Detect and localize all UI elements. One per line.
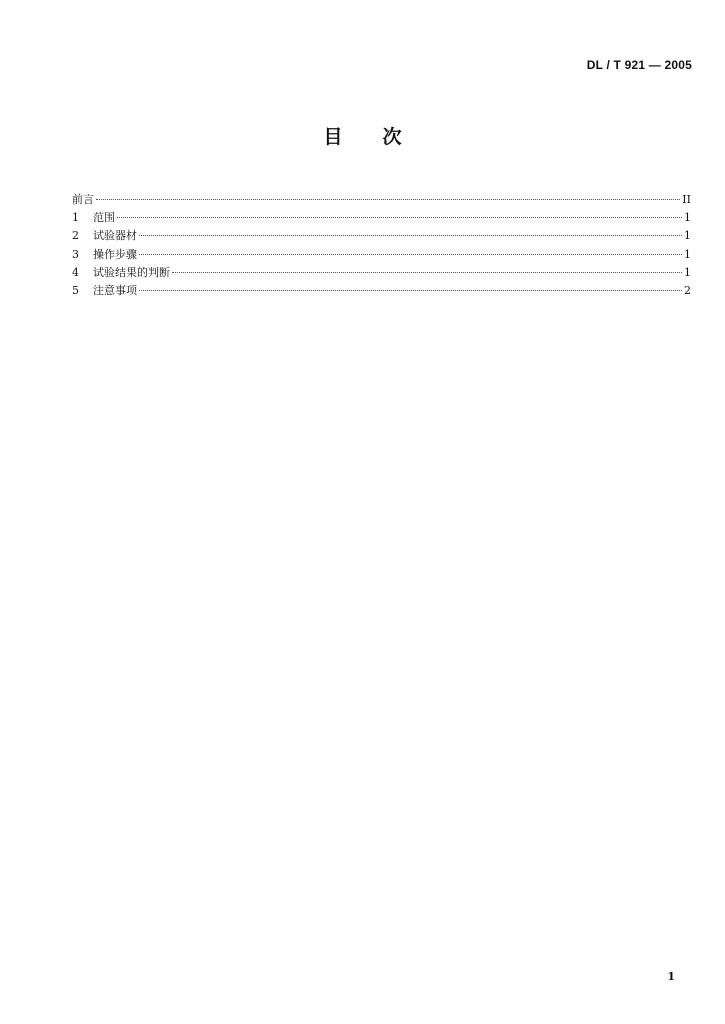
page-title-part-1: 目	[323, 126, 343, 148]
toc-entry-number: 1	[72, 211, 79, 225]
toc-entry-number: 2	[72, 229, 79, 243]
page-title-part-2: 次	[382, 126, 402, 148]
toc-entry-number: 3	[72, 247, 79, 261]
toc-leader-dots	[96, 199, 680, 200]
toc-entry-label: 前言	[72, 193, 94, 206]
toc-leader-dots	[139, 254, 682, 255]
toc-entry-page: 1	[684, 211, 691, 225]
page-title	[0, 122, 725, 149]
page-number: 1	[667, 970, 675, 983]
toc-leader-dots	[117, 217, 682, 218]
toc-entry-label: 试验结果的判断	[93, 265, 170, 279]
toc-entry-label: 范围	[93, 211, 115, 225]
toc-entry-label: 试验器材	[93, 229, 137, 243]
toc-entry-number: 4	[72, 265, 79, 279]
toc-entry-page: 1	[684, 265, 691, 279]
toc-entry-3	[72, 246, 691, 264]
toc-entry-5	[72, 282, 691, 300]
document-code: DL / T 921 — 2005	[586, 58, 692, 72]
toc-entry-page: 1	[684, 247, 691, 261]
toc-entry-page: 1	[684, 229, 691, 243]
toc-entry-4	[72, 264, 691, 282]
toc-entry-label: 操作步骤	[93, 247, 137, 261]
toc-leader-dots	[139, 235, 682, 236]
toc-entry-label: 注意事项	[93, 283, 137, 297]
toc-entry-page: 2	[684, 283, 691, 297]
toc-entry-number: 5	[72, 283, 79, 297]
table-of-contents	[72, 191, 691, 300]
toc-entry-foreword	[72, 191, 691, 209]
toc-entry-1	[72, 209, 691, 227]
toc-leader-dots	[139, 290, 682, 291]
toc-entry-2	[72, 227, 691, 245]
toc-leader-dots	[172, 272, 682, 273]
toc-entry-page: II	[682, 193, 691, 206]
